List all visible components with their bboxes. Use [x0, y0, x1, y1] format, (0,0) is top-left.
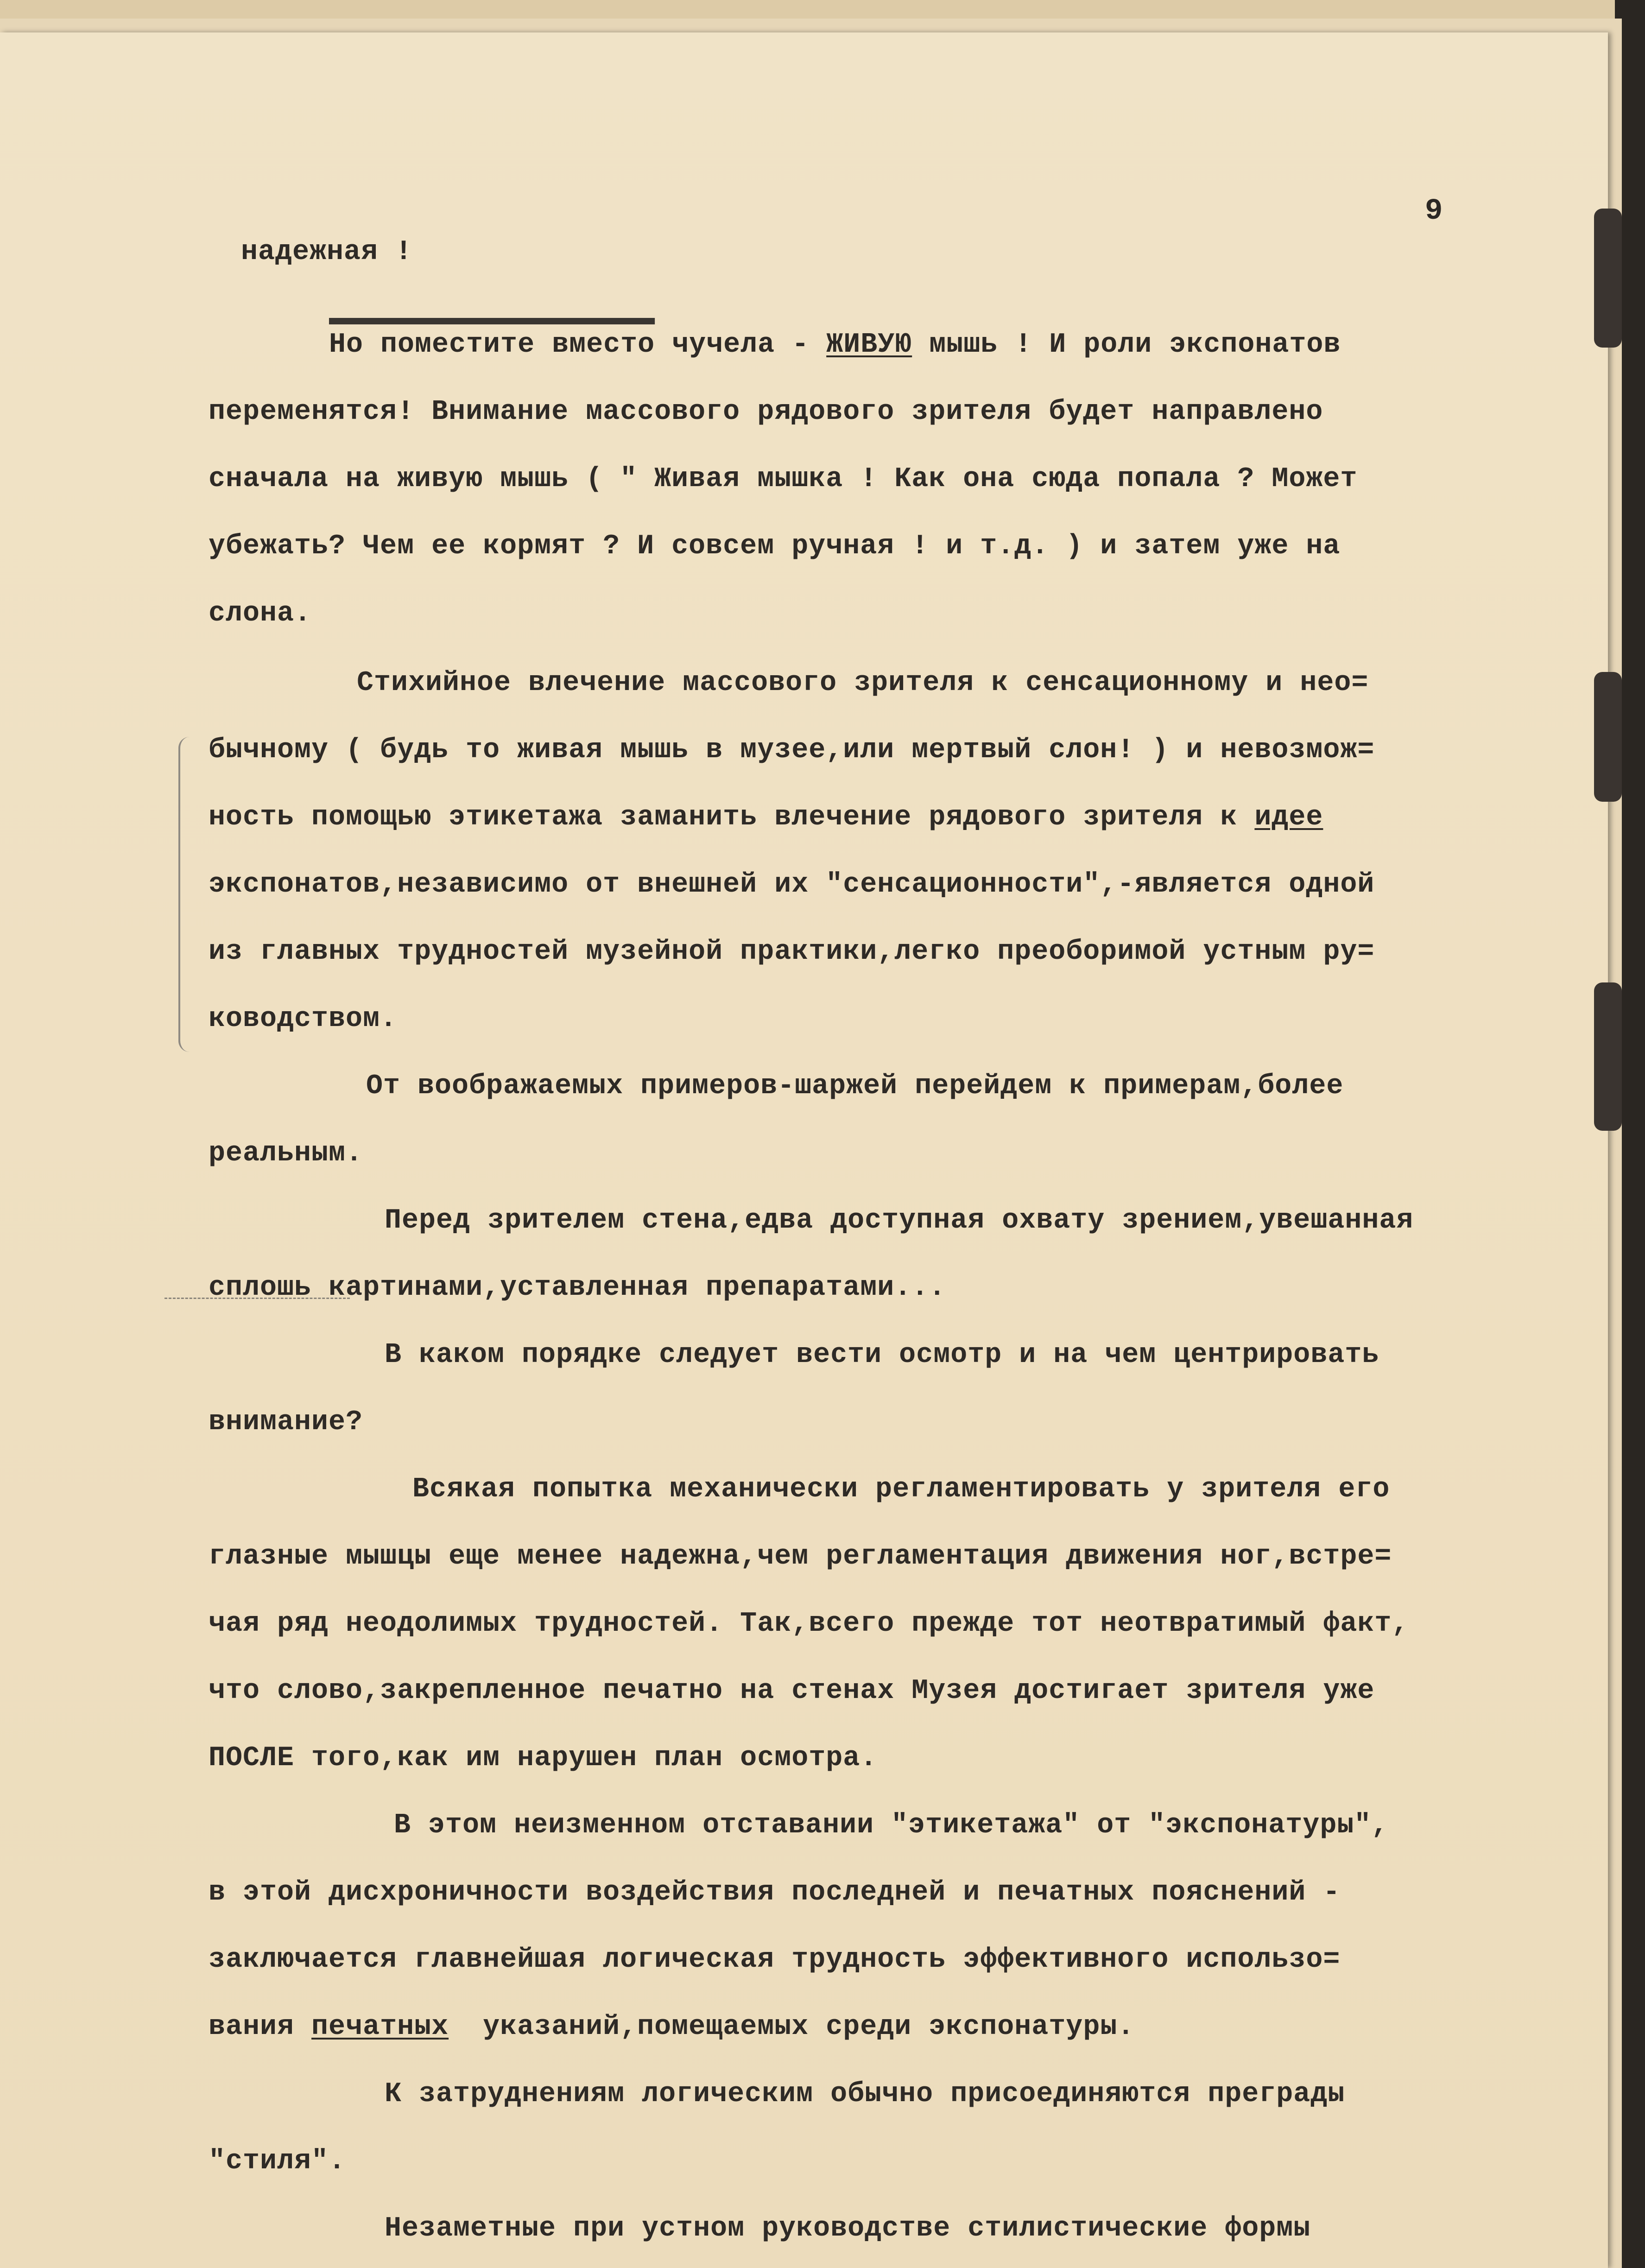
text-line: глазные мышцы еще менее надежна,чем регламентация движения ног,встре= — [209, 1541, 1392, 1572]
underlined-word: идее — [1254, 802, 1323, 833]
text-line: Перед зрителем стена,едва доступная охвату зрением,увешанная — [385, 1205, 1414, 1236]
text-line: Незаметные при устном руководстве стилистические формы — [385, 2213, 1311, 2244]
text-line: чая ряд неодолимых трудностей. Так,всего прежде тот неотвратимый факт, — [209, 1608, 1409, 1640]
text-line: К затруднениям логическим обычно присоединяются преграды — [385, 2078, 1345, 2110]
text-segment: ность помощью этикетажа заманить влечение рядового зрителя к — [209, 802, 1238, 833]
text-line: сначала на живую мышь ( " Живая мышка ! Как она сюда попала ? Может — [209, 463, 1358, 495]
text-line: переменятся! Внимание массового рядового зрителя будет направлено — [209, 396, 1323, 428]
text-line — [209, 802, 1323, 833]
text-line: ководством. — [209, 1003, 398, 1035]
text-line: надежная ! — [241, 236, 413, 268]
text-line: заключается главнейшая логическая трудность эффективного использо= — [209, 1944, 1341, 1976]
text-line — [329, 329, 1341, 361]
text-line: В каком порядке следует вести осмотр и на чем центрировать — [385, 1339, 1379, 1371]
text-segment: мышь ! И роли экспонатов — [929, 329, 1341, 361]
text-line: в этой дисхроничности воздействия последней и печатных пояснений - — [209, 1877, 1341, 1908]
text-line: экспонатов,независимо от внешней их "сенсационности",-является одной — [209, 869, 1375, 900]
text-line: убежать? Чем ее кормят ? И совсем ручная ! и т.д. ) и затем уже на — [209, 531, 1341, 562]
document-page — [0, 32, 1608, 2268]
text-line: реальным. — [209, 1138, 363, 1169]
text-line: бычному ( будь то живая мышь в музее,или мертвый слон! ) и невозмож= — [209, 735, 1375, 766]
text-line: Всякая попытка механически регламентировать у зрителя его — [412, 1474, 1390, 1505]
text-line: Стихийное влечение массового зрителя к сенсационному и нео= — [357, 667, 1369, 699]
text-segment: вания — [209, 2011, 295, 2043]
text-line: слона. — [209, 598, 312, 629]
text-line: сплошь картинами,уставленная препаратами... — [209, 1272, 946, 1304]
margin-bracket-mark — [178, 737, 190, 1052]
text-line — [209, 2011, 1134, 2043]
text-line: что слово,закрепленное печатно на стенах Музея достигает зрителя уже — [209, 1675, 1375, 1707]
text-line: От воображаемых примеров-шаржей перейдем к примерам,более — [366, 1071, 1344, 1102]
text-segment: Но поместите вместо чучела - — [329, 329, 810, 361]
typed-text-body — [209, 32, 1599, 2244]
underlined-word: ЖИВУЮ — [826, 329, 912, 361]
underlined-word: печатных — [311, 2011, 449, 2043]
text-line: В этом неизменном отставании "этикетажа" от "экспонатуры", — [394, 1810, 1389, 1841]
text-line: внимание? — [209, 1406, 363, 1438]
text-line: из главных трудностей музейной практики,легко преоборимой устным ру= — [209, 936, 1375, 968]
text-line: "стиля". — [209, 2146, 346, 2177]
text-line: ПОСЛЕ того,как им нарушен план осмотра. — [209, 1742, 878, 1774]
text-segment: указаний,помещаемых среди экспонатуры. — [483, 2011, 1135, 2043]
page-number: 9 — [1425, 195, 1443, 228]
